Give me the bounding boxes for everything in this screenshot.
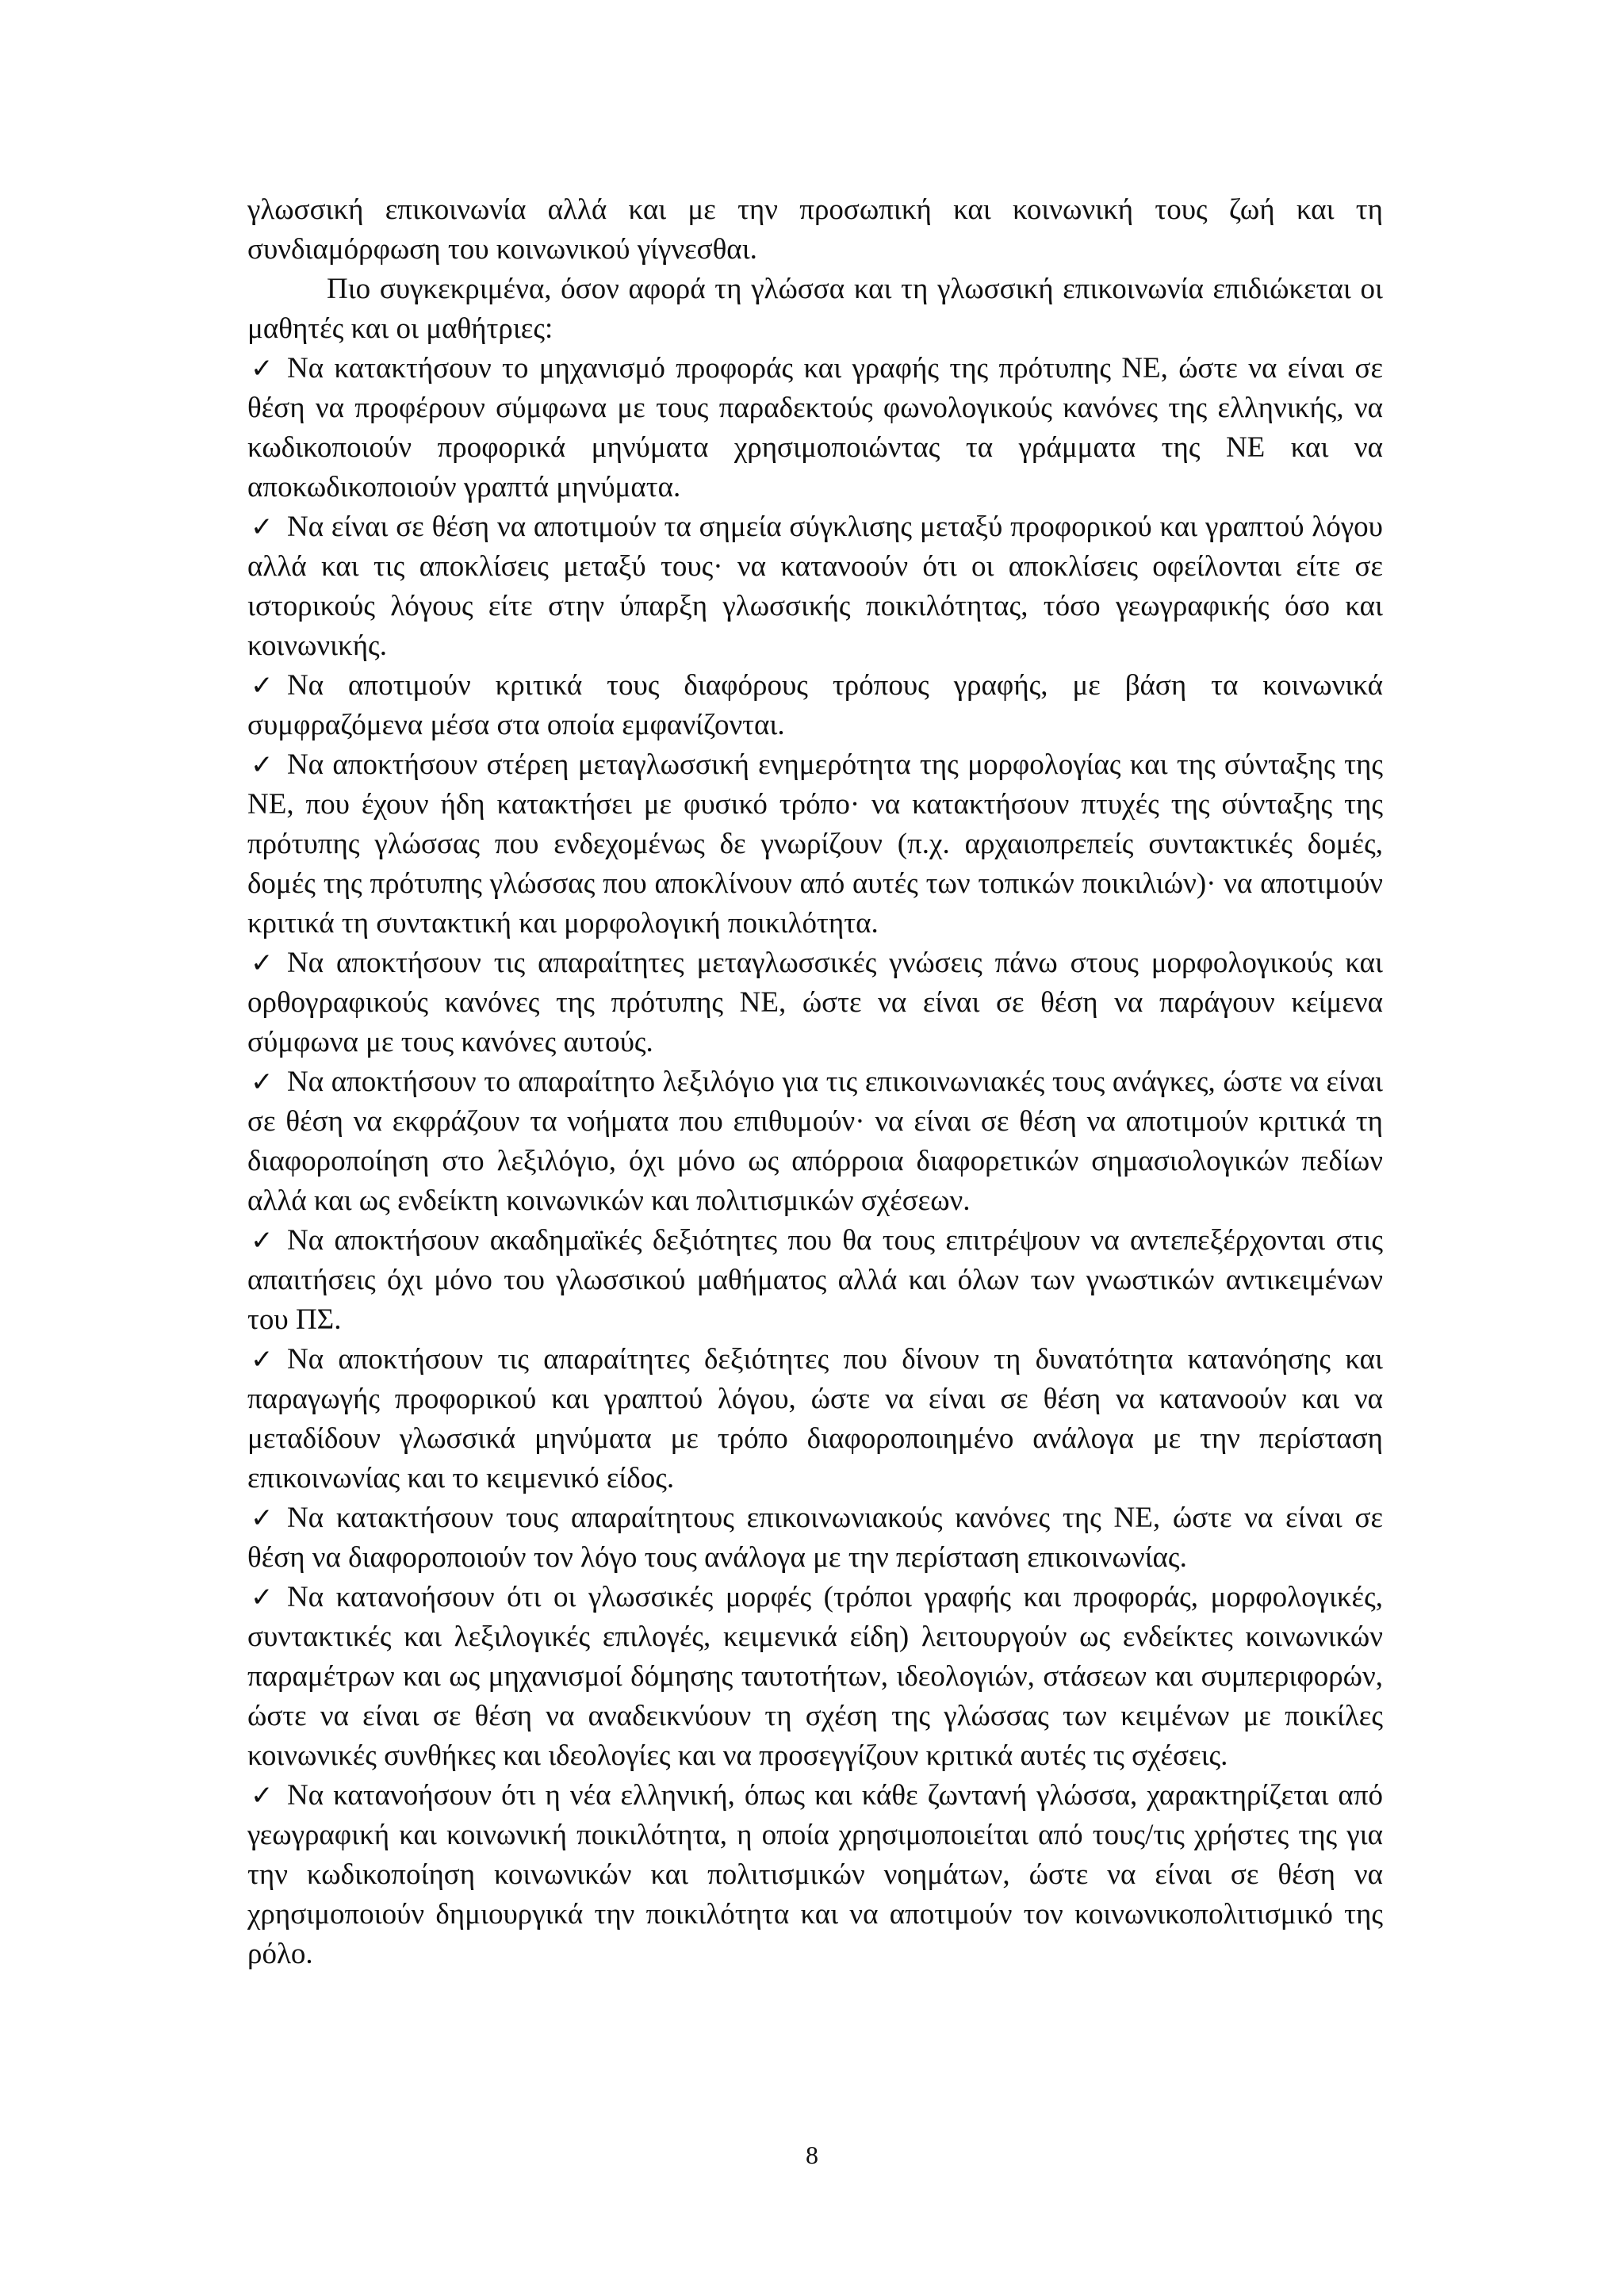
intro-paragraph: Πιο συγκεκριμένα, όσον αφορά τη γλώσσα και τη γλωσσική επικοινωνία επιδιώκεται οι μαθητές και οι μαθήτριες:	[247, 273, 1383, 345]
list-item-text: Να αποκτήσουν τις απαραίτητες μεταγλωσσικές γνώσεις πάνω στους μορφολογικούς και ορθογραφικούς κανόνες της πρότυπης ΝΕ, ώστε να είναι σε θέση να παράγουν κείμενα σύμφωνα με τους κανόνες αυτούς.	[247, 947, 1383, 1058]
objectives-list	[247, 349, 1383, 1974]
list-item-text: Να κατανοήσουν ότι η νέα ελληνική, όπως και κάθε ζωντανή γλώσσα, χαρακτηρίζεται από γεωγραφική και κοινωνική ποικιλότητα, η οποία χρησιμοποιείται από τους/τις χρήστες της για την κωδικοποίηση κοινωνικών και πολιτισμικών νοημάτων, ώστε να είναι σε θέση να χρησιμοποιούν δημιουργικά την ποικιλότητα και να αποτιμούν τον κοινωνικοπολιτισμικό της ρόλο.	[247, 1779, 1383, 1970]
checkmark-icon: ✓	[251, 1502, 274, 1534]
checkmark-icon: ✓	[251, 1582, 274, 1613]
list-item	[247, 1062, 1383, 1221]
list-item	[247, 1340, 1383, 1498]
page-number: 8	[806, 2141, 818, 2169]
list-item-text: Να αποτιμούν κριτικά τους διαφόρους τρόπους γραφής, με βάση τα κοινωνικά συμφραζόμενα μέσα στα οποία εμφανίζονται.	[247, 669, 1383, 741]
checkmark-icon: ✓	[251, 1344, 274, 1376]
checkmark-icon: ✓	[251, 1066, 274, 1098]
list-item-text: Να κατακτήσουν τους απαραίτητους επικοινωνιακούς κανόνες της ΝΕ, ώστε να είναι σε θέση να διαφοροποιούν τον λόγο τους ανάλογα με την περίσταση επικοινωνίας.	[247, 1502, 1383, 1574]
list-item	[247, 1776, 1383, 1974]
list-item-text: Να αποκτήσουν ακαδημαϊκές δεξιότητες που θα τους επιτρέψουν να αντεπεξέρχονται στις απαιτήσεις όχι μόνο του γλωσσικού μαθήματος αλλά και όλων των γνωστικών αντικειμένων του ΠΣ.	[247, 1224, 1383, 1336]
continuation-paragraph: γλωσσική επικοινωνία αλλά και με την προσωπική και κοινωνική τους ζωή και τη συνδιαμόρφωση του κοινωνικού γίγνεσθαι.	[247, 193, 1383, 266]
list-item	[247, 1578, 1383, 1776]
list-item	[247, 1221, 1383, 1340]
list-item-text: Να κατακτήσουν το μηχανισμό προφοράς και γραφής της πρότυπης ΝΕ, ώστε να είναι σε θέση να προφέρουν σύμφωνα με τους παραδεκτούς φωνολογικούς κανόνες της ελληνικής, να κωδικοποιούν προφορικά μηνύματα χρησιμοποιώντας τα γράμματα της ΝΕ και να αποκωδικοποιούν γραπτά μηνύματα.	[247, 352, 1383, 503]
list-item	[247, 943, 1383, 1062]
checkmark-icon: ✓	[251, 1780, 274, 1812]
list-item-text: Να αποκτήσουν το απαραίτητο λεξιλόγιο για τις επικοινωνιακές τους ανάγκες, ώστε να είναι σε θέση να εκφράζουν τα νοήματα που επιθυμούν· να είναι σε θέση να αποτιμούν κριτικά τη διαφοροποίηση στο λεξιλόγιο, όχι μόνο ως απόρροια διαφορετικών σημασιολογικών πεδίων αλλά και ως ενδείκτη κοινωνικών και πολιτισμικών σχέσεων.	[247, 1066, 1383, 1217]
list-item	[247, 1498, 1383, 1578]
list-item-text: Να είναι σε θέση να αποτιμούν τα σημεία σύγκλισης μεταξύ προφορικού και γραπτού λόγου αλλά και τις αποκλίσεις μεταξύ τους· να κατανοούν ότι οι αποκλίσεις οφείλονται είτε σε ιστορικούς λόγους είτε στην ύπαρξη γλωσσικής ποικιλότητας, τόσο γεωγραφικής όσο και κοινωνικής.	[247, 511, 1383, 662]
list-item-text: Να αποκτήσουν τις απαραίτητες δεξιότητες που δίνουν τη δυνατότητα κατανόησης και παραγωγής προφορικού και γραπτού λόγου, ώστε να είναι σε θέση να κατανοούν και να μεταδίδουν γλωσσικά μηνύματα με τρόπο διαφοροποιημένο ανάλογα με την περίσταση επικοινωνίας και το κειμενικό είδος.	[247, 1343, 1383, 1494]
checkmark-icon: ✓	[251, 1225, 274, 1257]
list-item	[247, 745, 1383, 943]
list-item	[247, 507, 1383, 666]
checkmark-icon: ✓	[251, 511, 274, 543]
checkmark-icon: ✓	[251, 670, 274, 702]
list-item-text: Να κατανοήσουν ότι οι γλωσσικές μορφές (τρόποι γραφής και προφοράς, μορφολογικές, συντακτικές και λεξιλογικές επιλογές, κειμενικά είδη) λειτουργούν ως ενδείκτες κοινωνικών παραμέτρων και ως μηχανισμοί δόμησης ταυτοτήτων, ιδεολογιών, στάσεων και συμπεριφορών, ώστε να είναι σε θέση να αναδεικνύουν τη σχέση της γλώσσας των κειμένων με ποικίλες κοινωνικές συνθήκες και ιδεολογίες και να προσεγγίζουν κριτικά αυτές τις σχέσεις.	[247, 1581, 1383, 1772]
checkmark-icon: ✓	[251, 947, 274, 979]
checkmark-icon: ✓	[251, 749, 274, 781]
list-item-text: Να αποκτήσουν στέρεη μεταγλωσσική ενημερότητα της μορφολογίας και της σύνταξης της ΝΕ, που έχουν ήδη κατακτήσει με φυσικό τρόπο· να κατακτήσουν πτυχές της σύνταξης της πρότυπης γλώσσας που ενδεχομένως δε γνωρίζουν (π.χ. αρχαιοπρεπείς συντακτικές δομές, δομές της πρότυπης γλώσσας που αποκλίνουν από αυτές των τοπικών ποικιλιών)· να αποτιμούν κριτικά τη συντακτική και μορφολογική ποικιλότητα.	[247, 748, 1383, 939]
checkmark-icon: ✓	[251, 353, 274, 385]
page-body	[247, 190, 1383, 1974]
list-item	[247, 349, 1383, 507]
list-item	[247, 666, 1383, 745]
